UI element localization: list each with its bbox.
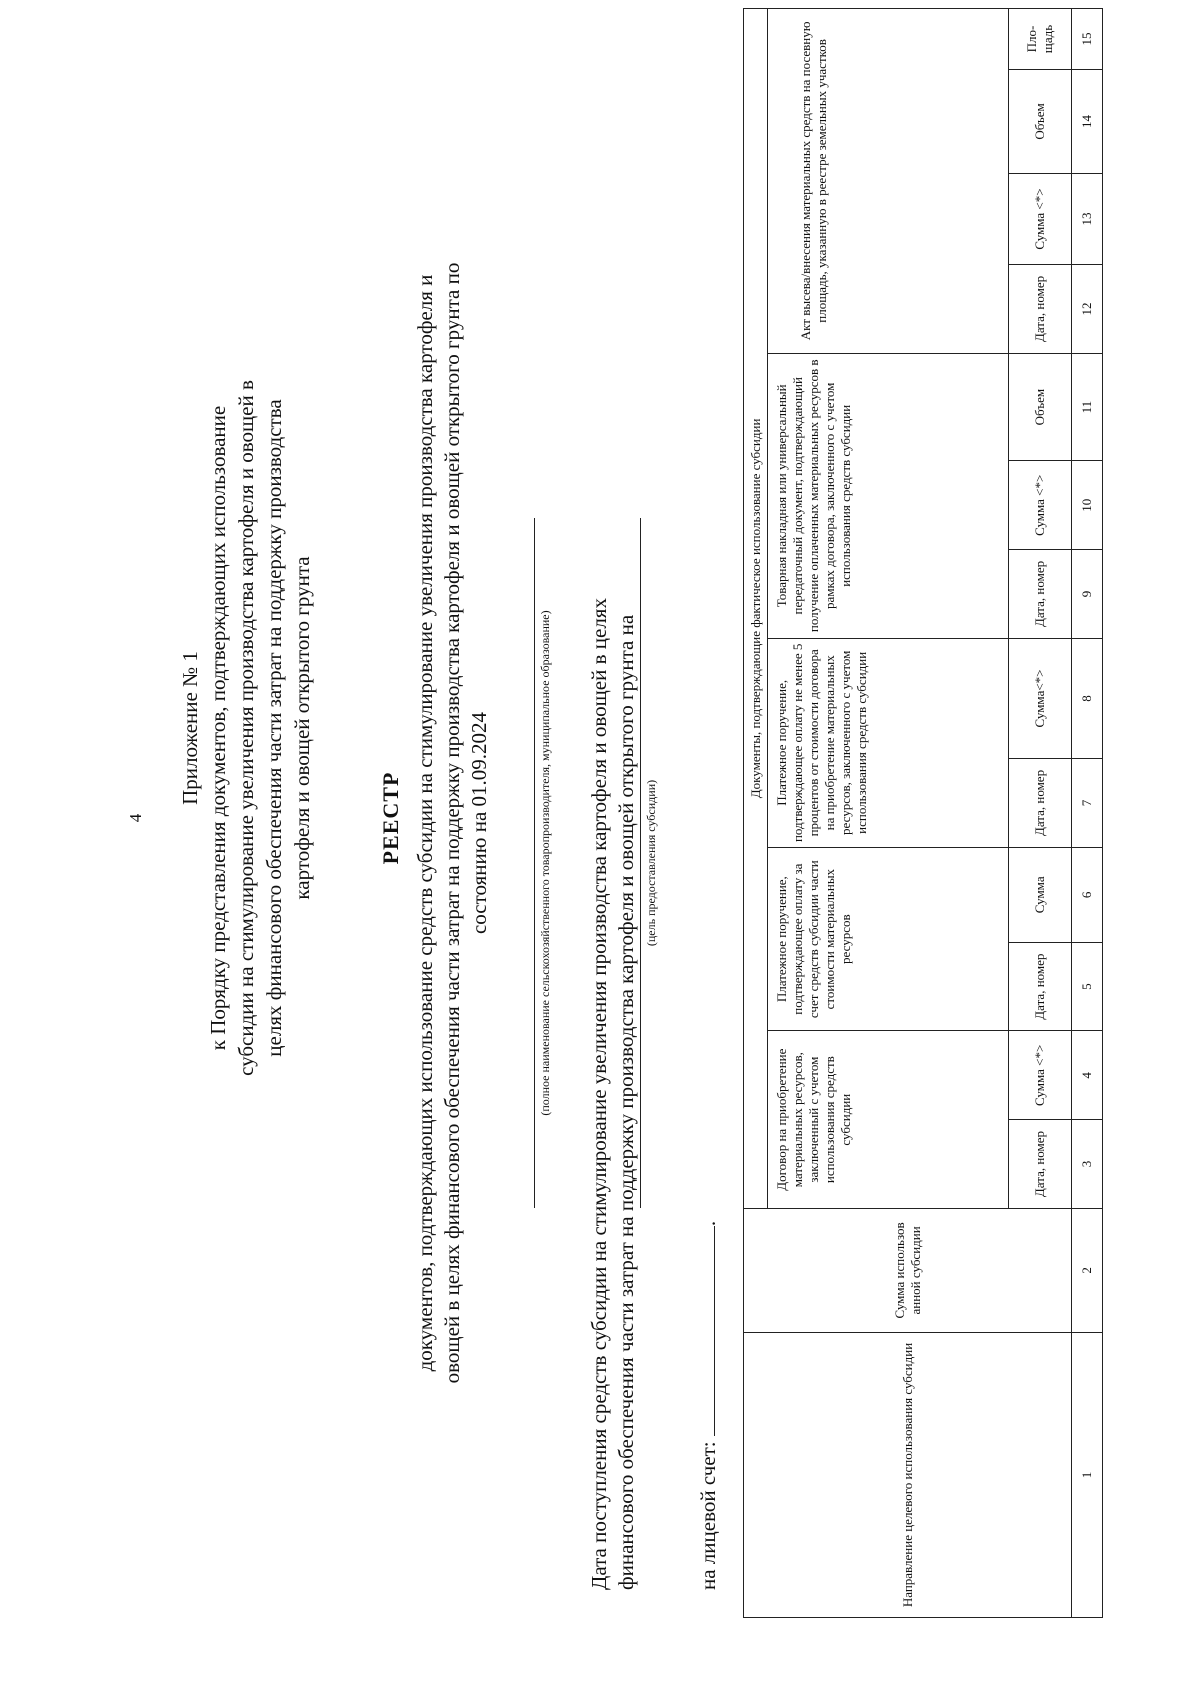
column-number: 14 <box>1072 70 1103 174</box>
header-payment-5-percent: Платежное поручение, подтверждающее оплату не менее 5 процентов от стоимости договора на приобретение материальных ресурсов, заключенного с учетом использования средств субсидии <box>768 638 1009 847</box>
header-payment-order: Платежное поручение, подтверждающее оплату за счет средств субсидии части стоимости материальных ресурсов <box>768 847 1009 1031</box>
page-number: 4 <box>126 813 145 823</box>
sub-date-number: Дата, номер <box>1009 265 1072 354</box>
column-number: 13 <box>1072 173 1103 264</box>
registry-table <box>743 8 1103 1618</box>
column-number: 7 <box>1072 759 1103 848</box>
appendix-line: целях финансового обеспечения части затрат на поддержку производства <box>262 399 286 1057</box>
account-label: на лицевой счет: <box>696 1441 720 1590</box>
purpose-line <box>640 518 641 1208</box>
sub-volume: Объем <box>1009 70 1072 174</box>
appendix-number: Приложение № 1 <box>178 651 202 805</box>
column-number: 9 <box>1072 550 1103 639</box>
producer-caption: (полное наименование сельскохозяйственного товаропроизводителя, муниципальное образование) <box>538 610 552 1116</box>
receipt-date-text <box>586 80 640 1590</box>
sub-date-number: Дата, номер <box>1009 550 1072 639</box>
column-number: 6 <box>1072 847 1103 942</box>
column-number: 4 <box>1072 1031 1103 1120</box>
appendix-header <box>176 138 316 1318</box>
purpose-caption: (цель предоставления субсидии) <box>644 779 658 947</box>
header-sowing-act: Акт высева/внесения материальных средств на посевную площадь, указанную в реестре земельных участков <box>768 9 1009 354</box>
sub-area: Пло-щадь <box>1009 9 1072 70</box>
account-line <box>694 1221 721 1590</box>
header-contract: Договор на приобретение материальных ресурсов, заключенный с учетом использования средств субсидии <box>768 1031 1009 1208</box>
column-number: 2 <box>1072 1208 1103 1332</box>
header-direction: Направление целевого использования субсидии <box>744 1332 1072 1617</box>
account-blank <box>694 1226 715 1436</box>
sub-date-number: Дата, номер <box>1009 759 1072 848</box>
column-number: 12 <box>1072 265 1103 354</box>
producer-name-line <box>534 518 535 1208</box>
header-sum-used: Сумма использов анной субсидии <box>744 1208 1072 1332</box>
sub-sum-star: Сумма <*> <box>1009 173 1072 264</box>
column-number: 5 <box>1072 942 1103 1031</box>
registry-line: состоянию на 01.09.2024 <box>467 711 491 935</box>
registry-line: документов, подтверждающих использование средств субсидии на стимулирование увеличения производства картофеля и <box>413 274 437 1372</box>
account-period: . <box>696 1220 720 1227</box>
receipt-line: Дата поступления средств субсидии на стимулирование увеличения производства картофеля и овощей в целях <box>587 598 611 1590</box>
appendix-line: субсидии на стимулирование увеличения производства картофеля и овощей в <box>234 380 258 1076</box>
column-number: 8 <box>1072 638 1103 758</box>
sub-date-number: Дата, номер <box>1009 942 1072 1031</box>
registry-description <box>412 58 493 1588</box>
column-number: 15 <box>1072 9 1103 70</box>
column-number: 10 <box>1072 461 1103 550</box>
sub-sum-star: Сумма<*> <box>1009 638 1072 758</box>
registry-title: РЕЕСТР <box>378 771 403 865</box>
header-documents-group: Документы, подтверждающие фактическое использование субсидии <box>744 9 768 1209</box>
sub-sum-star: Сумма <*> <box>1009 461 1072 550</box>
sub-date-number: Дата, номер <box>1009 1120 1072 1209</box>
column-number: 3 <box>1072 1120 1103 1209</box>
appendix-line: к Порядку представления документов, подтверждающих использование <box>206 405 230 1051</box>
column-number: 11 <box>1072 353 1103 461</box>
receipt-line: финансового обеспечения части затрат на поддержку производства картофеля и овощей открытого грунта на <box>614 614 638 1590</box>
registry-line: овощей в целях финансового обеспечения части затрат на поддержку производства картофеля и овощей открытого грунта по <box>440 262 464 1384</box>
sub-sum-star: Сумма <*> <box>1009 1031 1072 1120</box>
sub-volume: Объем <box>1009 353 1072 461</box>
sub-sum: Сумма <box>1009 847 1072 942</box>
header-invoice: Товарная накладная или универсальный передаточный документ, подтверждающий получение оплаченных материальных ресурсов в рамках договора, заключенного с учетом использования средств субсидии <box>768 353 1009 638</box>
column-number: 1 <box>1072 1332 1103 1617</box>
appendix-line: картофеля и овощей открытого грунта <box>290 556 314 900</box>
